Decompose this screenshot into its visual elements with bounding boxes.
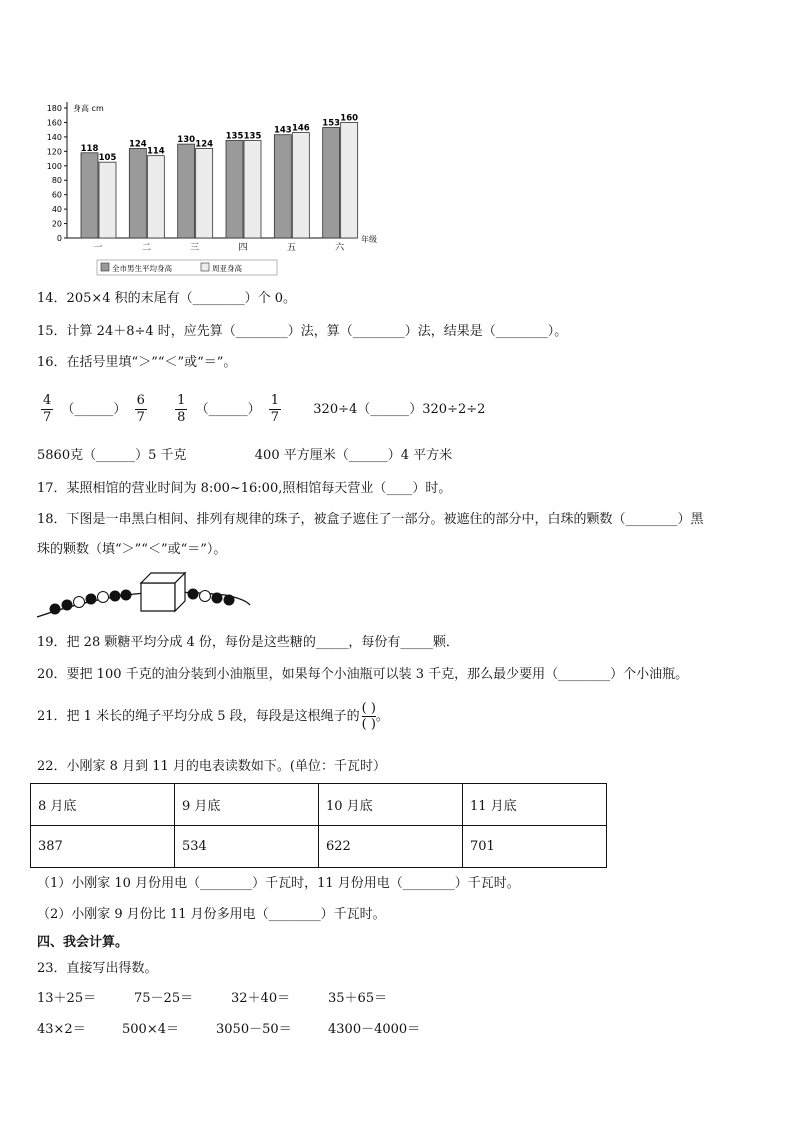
table-header-cell: 10 月底 (319, 784, 463, 826)
calc-item: 13＋25＝ (37, 991, 97, 1006)
bar-value-label: 135 (225, 131, 244, 142)
bar-value-label: 153 (322, 118, 341, 129)
fraction: $\frac{4}{7}$ (43, 393, 52, 425)
y-tick-label: 100 (46, 161, 62, 171)
calc-item: 32＋40＝ (231, 991, 291, 1006)
black-bead (110, 591, 121, 602)
question-19: 19．把 28 颗糖平均分成 4 份，每份是这些糖的_____，每份有_____颗． (37, 635, 459, 650)
bar-value-label: 124 (128, 139, 147, 150)
fraction: $\frac{1}{8}$ (177, 393, 186, 425)
bar (81, 153, 98, 238)
x-axis-label: 年级 (361, 235, 377, 244)
bar (226, 141, 243, 239)
black-bead (121, 590, 132, 601)
height-bar-chart (25, 88, 377, 278)
white-bead (98, 592, 109, 603)
x-tick-label: 二 (141, 243, 151, 253)
meter-reading-table (30, 783, 607, 868)
calc-item: 500×4＝ (122, 1022, 179, 1037)
calc-item: 4300－4000＝ (328, 1022, 421, 1037)
question-16: 16．在括号里填“＞”“＜”或“＝”。 (37, 355, 237, 370)
answer-blank[interactable]: （______） (61, 402, 127, 417)
calc-item: 75－25＝ (134, 991, 194, 1006)
bar-value-label: 118 (80, 143, 99, 154)
section-heading: 四、我会计算。 (37, 935, 129, 950)
question-18-line-1: 18．下图是一串黑白相间、排列有规律的珠子，被盒子遮住了一部分。被遮住的部分中，白珠的颗数（________）黑 (37, 512, 704, 527)
calc-item: 43×2＝ (37, 1022, 86, 1037)
table-header-cell: 8 月底 (31, 784, 175, 826)
bar (147, 156, 164, 238)
question-20: 20．要把 100 千克的油分装到小油瓶里，如果每个小油瓶可以装 3 千克，那么最少要用（________）个小油瓶。 (37, 667, 689, 682)
bead-string-illustration (35, 565, 265, 625)
question-22-part-2: （2）小刚家 9 月份比 11 月份多用电（________）千瓦时。 (37, 907, 386, 922)
bar-value-label: 135 (243, 131, 262, 142)
question-18-line-2: 珠的颗数（填“＞”“＜”或“＝”）。 (37, 542, 227, 557)
table-header-row (31, 784, 607, 826)
calc-item: 35＋65＝ (328, 991, 388, 1006)
y-tick-label: 80 (51, 176, 62, 186)
y-tick-label: 40 (51, 205, 62, 215)
y-tick-label: 0 (56, 234, 62, 243)
bar (323, 128, 340, 239)
table-header-cell: 9 月底 (175, 784, 319, 826)
white-bead (200, 591, 211, 602)
y-tick-label: 60 (51, 190, 62, 200)
black-bead (188, 589, 199, 600)
x-tick-label: 四 (238, 243, 248, 253)
black-bead (212, 593, 223, 604)
bar-value-label: 105 (98, 153, 117, 164)
table-cell: 387 (31, 826, 175, 868)
bar-value-label: 130 (177, 135, 196, 146)
bar-value-label: 160 (340, 113, 359, 124)
fraction: $\frac{6}{7}$ (136, 393, 145, 425)
bar (129, 148, 146, 238)
legend-label: 全市男生平均身高 (112, 264, 172, 273)
bar (341, 122, 358, 238)
fraction: $\frac{1}{7}$ (270, 393, 279, 425)
question-22-part-1: （1）小刚家 10 月份用电（________）千瓦时，11 月份用电（________）千瓦时。 (37, 876, 520, 891)
white-bead (74, 597, 85, 608)
y-tick-label: 140 (46, 132, 62, 142)
calc-row-2 (37, 1021, 420, 1039)
question-16-row-2 (37, 447, 452, 465)
table-header-cell: 11 月底 (463, 784, 607, 826)
x-tick-label: 三 (190, 243, 200, 253)
question-17: 17．某照相馆的营业时间为 8:00~16:00,照相馆每天营业（____）时。 (37, 481, 452, 496)
bar (196, 148, 213, 238)
legend-label: 周亚身高 (212, 264, 242, 273)
bar-value-label: 146 (291, 123, 310, 134)
y-tick-label: 120 (46, 147, 62, 157)
bar-value-label: 114 (146, 146, 165, 157)
question-23: 23．直接写出得数。 (37, 961, 158, 976)
x-tick-label: 一 (93, 243, 103, 253)
question-21: 21．把 1 米长的绳子平均分成 5 段，每段是这根绳子的 $\frac{( )}{( )}$ 。 (37, 701, 389, 732)
table-cell: 534 (175, 826, 319, 868)
bar (292, 133, 309, 238)
bar-value-label: 124 (195, 139, 214, 150)
answer-blank[interactable]: （______） (195, 402, 261, 417)
calc-row-1 (37, 990, 387, 1008)
bar (244, 141, 261, 239)
question-14: 14．205×4 积的末尾有（________）个 0。 (37, 291, 297, 306)
question-16-row-1 (37, 392, 485, 428)
question-22: 22．小刚家 8 月到 11 月的电表读数如下。(单位：千瓦时） (37, 759, 386, 774)
bar (274, 135, 291, 238)
black-bead (62, 600, 73, 611)
division-comparison: 320÷4（______）320÷2÷2 (313, 402, 486, 417)
black-bead (86, 594, 97, 605)
legend-swatch (201, 263, 209, 271)
x-tick-label: 六 (335, 243, 345, 253)
black-bead (224, 595, 235, 606)
mass-comparison: 5860克（______）5 千克 (37, 448, 187, 463)
table-cell: 701 (463, 826, 607, 868)
box-cube-icon (141, 573, 185, 611)
black-bead (50, 604, 61, 615)
legend-swatch (101, 263, 109, 271)
table-row (31, 826, 607, 868)
table-cell: 622 (319, 826, 463, 868)
y-tick-label: 160 (46, 118, 62, 128)
y-axis-label: 身高 cm (73, 104, 104, 113)
question-15: 15．计算 24＋8÷4 时，应先算（________）法，算（________）法，结果是（________）。 (37, 324, 568, 339)
x-tick-label: 五 (286, 243, 296, 253)
y-tick-label: 180 (46, 104, 62, 113)
bar (178, 144, 195, 238)
calc-item: 3050－50＝ (216, 1022, 292, 1037)
y-tick-label: 20 (51, 219, 62, 229)
bar-value-label: 143 (273, 125, 292, 136)
area-comparison: 400 平方厘米（______）4 平方米 (254, 448, 453, 463)
answer-fraction[interactable]: $\frac{( )}{( )}$ (361, 701, 376, 732)
bar (99, 162, 116, 238)
